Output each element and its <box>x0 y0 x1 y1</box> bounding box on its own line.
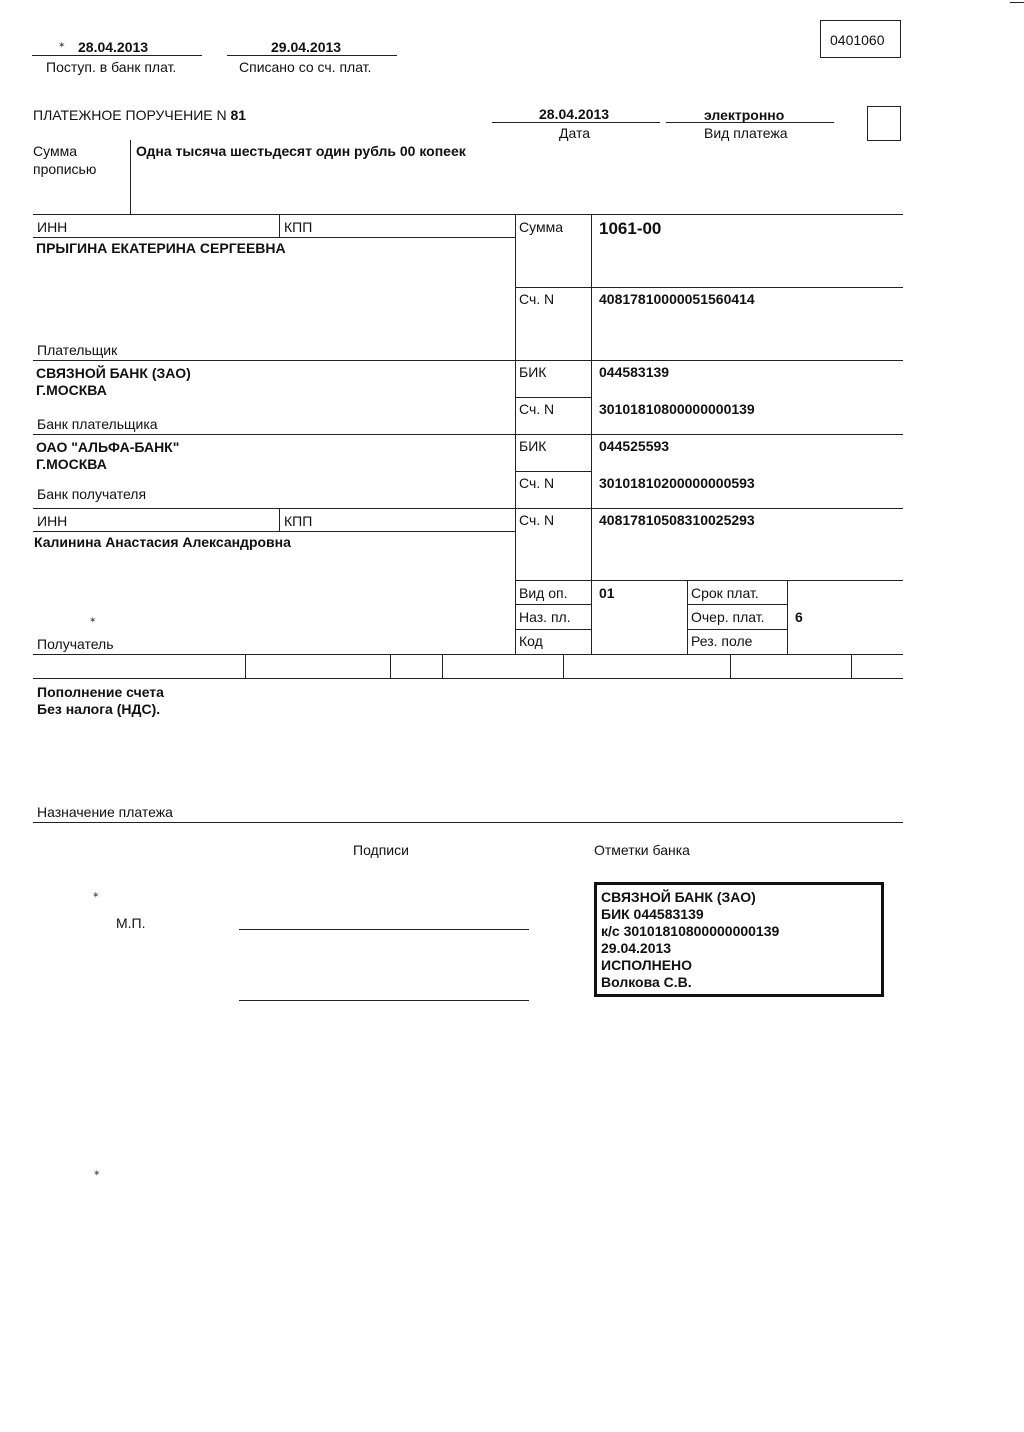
vid-op-value: 01 <box>599 585 615 601</box>
scan-speck: ✶ <box>89 615 97 625</box>
grid-line-payer-bottom <box>33 360 903 361</box>
order-number: 81 <box>230 107 247 123</box>
payee-bank-account-label: Сч. N <box>519 475 555 491</box>
grid-line-op-1 <box>515 604 591 605</box>
grid-line-op-4 <box>687 629 787 630</box>
payment-type: электронно <box>704 107 785 123</box>
payer-bank-name-1: СВЯЗНОЙ БАНК (ЗАО) <box>36 365 191 381</box>
grid-line-sum-bottom <box>515 287 903 288</box>
purpose-line-2: Без налога (НДС). <box>37 701 161 717</box>
stamp-line-5: ИСПОЛНЕНО <box>601 957 693 973</box>
payee-account-label: Сч. N <box>519 512 555 528</box>
tax-cell-2 <box>390 654 391 678</box>
grid-vline-op-a <box>687 580 688 654</box>
payment-type-label: Вид платежа <box>704 125 788 141</box>
grid-line-operation-top <box>515 580 903 581</box>
grid-vline-op-b <box>787 580 788 654</box>
vid-op-label: Вид оп. <box>519 585 568 601</box>
tax-cell-3 <box>442 654 443 678</box>
stamp-line-1: СВЯЗНОЙ БАНК (ЗАО) <box>601 889 756 905</box>
payer-account-label: Сч. N <box>519 291 555 307</box>
grid-line-inn-payee <box>33 531 515 532</box>
payee-bank-bik: 044525593 <box>599 438 670 454</box>
payee-account: 40817810508310025293 <box>599 512 755 528</box>
ocher-label: Очер. плат. <box>691 609 765 625</box>
payer-bank-bik-label: БИК <box>519 364 547 380</box>
order-date-line <box>492 122 660 123</box>
scan-speck: ✶ <box>92 890 100 900</box>
tax-cell-5 <box>730 654 731 678</box>
signatures-label: Подписи <box>353 842 409 858</box>
received-date: 28.04.2013 <box>78 39 149 55</box>
received-label: Поступ. в банк плат. <box>46 59 177 75</box>
payee-bank-name-1: ОАО "АЛЬФА-БАНК" <box>36 439 180 455</box>
payer-name: ПРЫГИНА ЕКАТЕРИНА СЕРГЕЕВНА <box>36 240 286 256</box>
kod-label: Код <box>519 633 543 649</box>
stamp-line-2: БИК 044583139 <box>601 906 704 922</box>
srok-label: Срок плат. <box>691 585 759 601</box>
payee-inn-label: ИНН <box>37 513 68 529</box>
tax-cell-6 <box>851 654 852 678</box>
amount-words-value: Одна тысяча шестьдесят один рубль 00 копеек <box>136 143 466 159</box>
purpose-label: Назначение платежа <box>37 804 173 820</box>
payee-bank-bik-label: БИК <box>519 438 547 454</box>
payment-type-line <box>666 122 834 123</box>
tax-cell-1 <box>245 654 246 678</box>
ocher-value: 6 <box>795 609 803 625</box>
rez-label: Рез. поле <box>691 633 753 649</box>
payer-bank-name-2: Г.МОСКВА <box>36 382 107 398</box>
payee-bank-label: Банк получателя <box>37 486 147 502</box>
purpose-bottom-line <box>33 822 903 823</box>
bank-marks-label: Отметки банка <box>594 842 690 858</box>
amount-words-label-2: прописью <box>33 161 97 177</box>
grid-line-payee-bank-mid <box>515 471 591 472</box>
order-title <box>33 107 246 123</box>
signature-line-2 <box>239 1000 529 1001</box>
scan-speck: ✶ <box>93 1168 101 1178</box>
debited-label: Списано со сч. плат. <box>239 59 372 75</box>
scan-edge-mark <box>1010 2 1024 3</box>
payer-inn-label: ИНН <box>37 219 68 235</box>
grid-line-payee-bank-bottom <box>33 508 903 509</box>
order-date: 28.04.2013 <box>539 106 610 122</box>
grid-line-inn-payer <box>33 237 515 238</box>
stamp-line-6: Волкова С.В. <box>601 974 692 990</box>
grid-vline-kpp-payer <box>279 214 280 237</box>
debited-date: 29.04.2013 <box>271 39 342 55</box>
payee-bank-account: 30101810200000000593 <box>599 475 755 491</box>
purpose-line-1: Пополнение счета <box>37 684 164 700</box>
debited-date-line <box>227 55 397 56</box>
payer-label: Плательщик <box>37 342 118 358</box>
order-title-prefix: ПЛАТЕЖНОЕ ПОРУЧЕНИЕ N <box>33 107 227 123</box>
grid-line-top <box>33 214 903 215</box>
grid-line-payer-bank-mid <box>515 397 591 398</box>
grid-line-op-2 <box>687 604 787 605</box>
sum-value: 1061-00 <box>599 219 662 238</box>
received-date-line <box>32 55 202 56</box>
seal-label: М.П. <box>116 915 146 931</box>
payer-bank-bik: 044583139 <box>599 364 670 380</box>
payer-account: 40817810000051560414 <box>599 291 755 307</box>
form-code: 0401060 <box>830 32 885 48</box>
naz-pl-label: Наз. пл. <box>519 609 571 625</box>
payee-kpp-label: КПП <box>284 513 313 529</box>
payee-label: Получатель <box>37 636 114 652</box>
grid-vline-kpp-payee <box>279 508 280 531</box>
stamp-line-4: 29.04.2013 <box>601 940 672 956</box>
payer-bank-account: 30101810800000000139 <box>599 401 755 417</box>
grid-line-payee-bottom <box>33 654 903 655</box>
scan-speck: ✶ <box>58 40 66 50</box>
empty-check-box <box>867 106 901 141</box>
payer-bank-account-label: Сч. N <box>519 401 555 417</box>
grid-line-tax-bottom <box>33 678 903 679</box>
grid-line-payer-bank-bottom <box>33 434 903 435</box>
amount-words-label-1: Сумма <box>33 143 77 159</box>
sum-label: Сумма <box>519 219 563 235</box>
amount-words-divider <box>130 140 131 214</box>
payee-name: Калинина Анастасия Александровна <box>34 534 291 550</box>
signature-line-1 <box>239 929 529 930</box>
payer-bank-label: Банк плательщика <box>37 416 158 432</box>
payer-kpp-label: КПП <box>284 219 313 235</box>
order-date-label: Дата <box>559 125 591 141</box>
payee-bank-name-2: Г.МОСКВА <box>36 456 107 472</box>
tax-cell-4 <box>563 654 564 678</box>
stamp-line-3: к/с 30101810800000000139 <box>601 923 780 939</box>
grid-line-op-3 <box>515 629 591 630</box>
